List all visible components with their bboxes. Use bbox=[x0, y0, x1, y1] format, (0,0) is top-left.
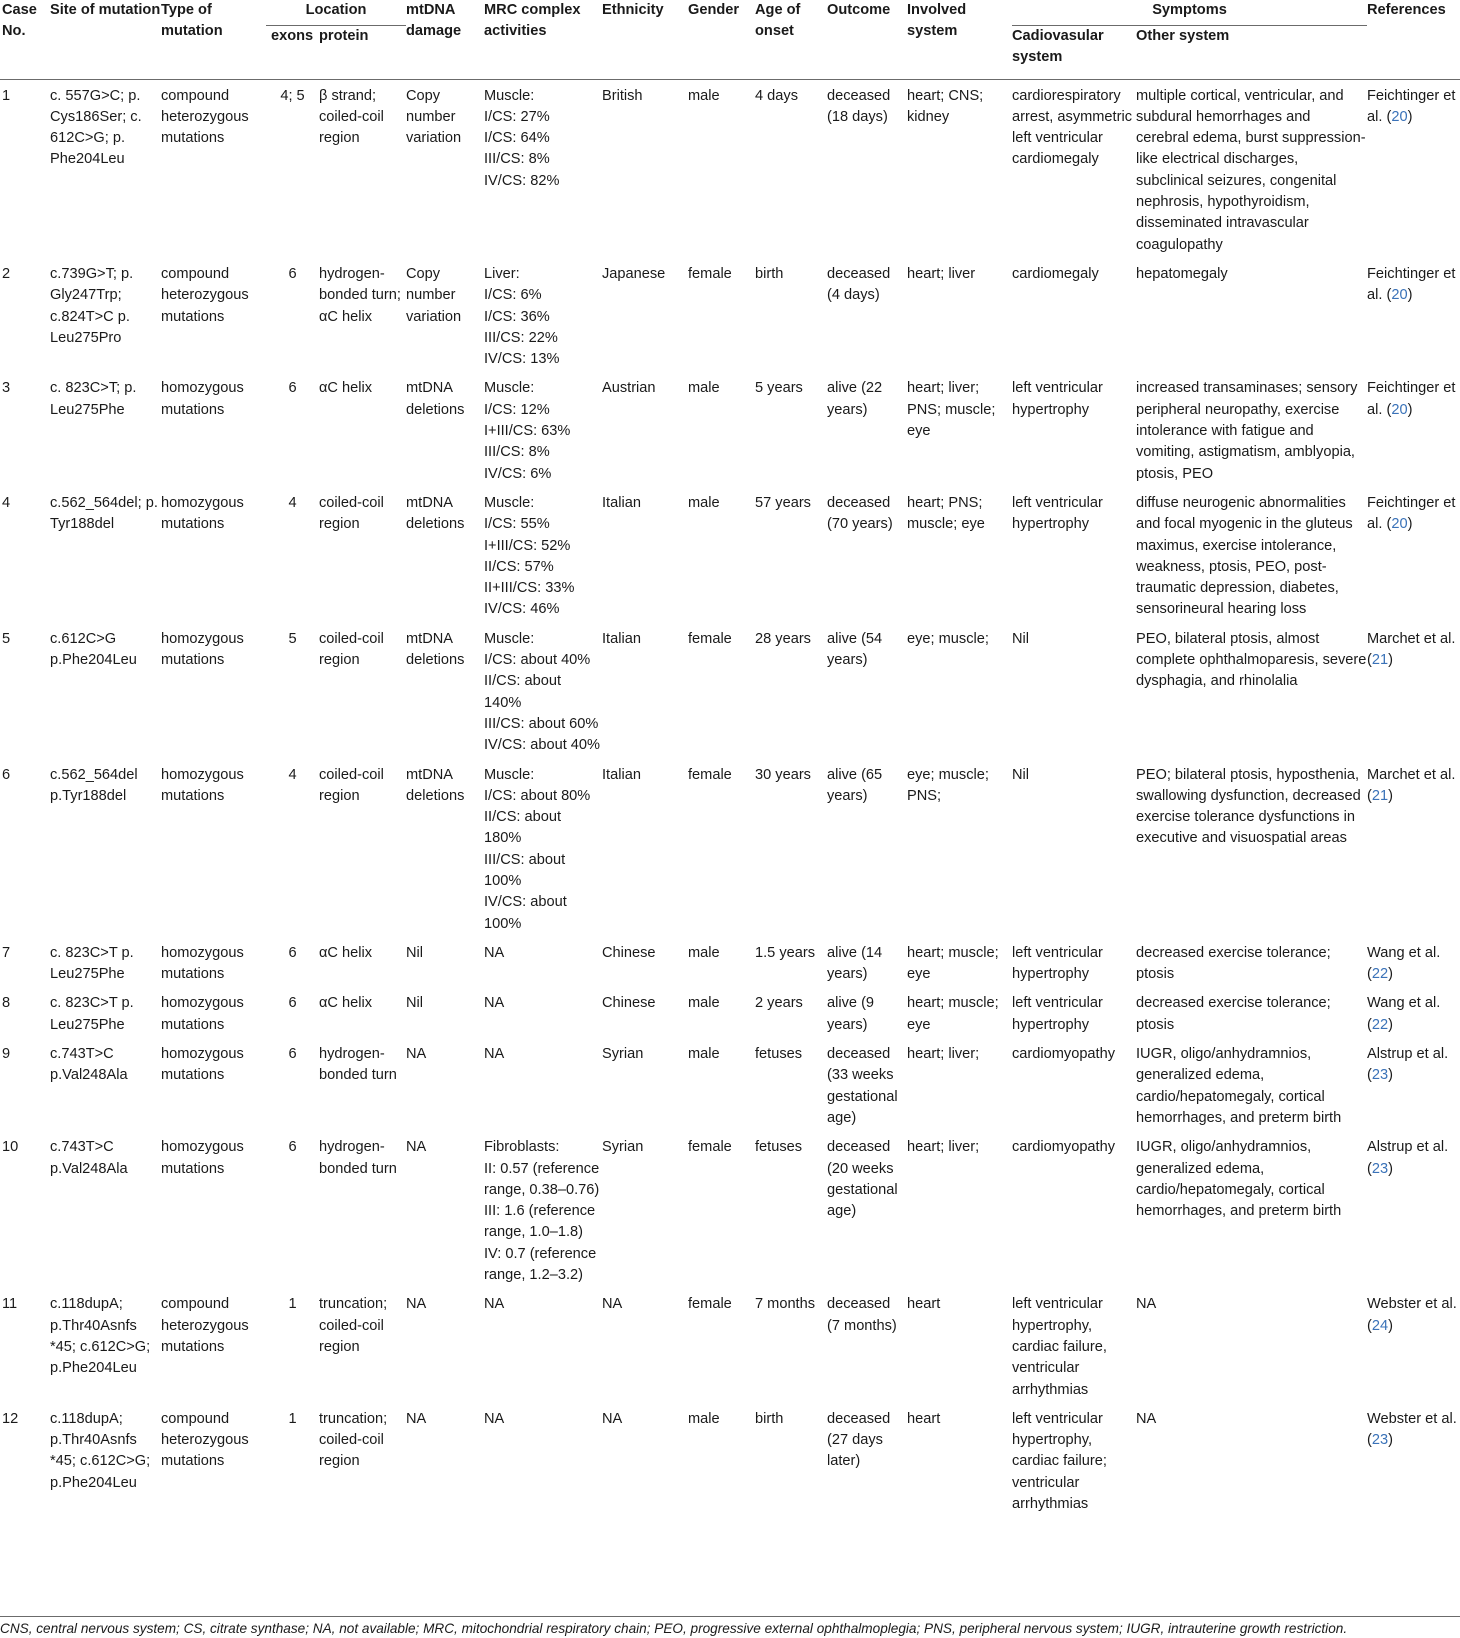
mrc-line: IV/CS: about 100% bbox=[484, 894, 567, 932]
exons-cell: 4; 5 bbox=[280, 87, 305, 104]
outcome-cell: deceased (70 years) bbox=[827, 494, 893, 533]
site-cell: c.743T>C p.Val248Ala bbox=[50, 1046, 128, 1084]
reference-cell bbox=[1367, 79, 1460, 258]
mrc-cell bbox=[484, 1403, 602, 1517]
exons-cell: 5 bbox=[288, 630, 297, 647]
mtdna-cell: NA bbox=[406, 1046, 427, 1063]
site-cell: c. 557G>C; p. Cys186Ser; c. 612C>G; p. Phe204Leu bbox=[50, 87, 142, 168]
exons-cell: 1 bbox=[288, 1410, 297, 1427]
ethnicity-cell: Italian bbox=[602, 766, 641, 783]
gender-cell: male bbox=[688, 944, 720, 961]
other-cell: diffuse neurogenic abnormalities and focal myogenic in the gluteus maximus, exercise intolerance, weakness, ptosis, PEO, post-traumatic depression, diabetes, sensorineural hearing loss bbox=[1136, 494, 1353, 618]
table-row bbox=[0, 1038, 1460, 1131]
outcome-cell: deceased (33 weeks gestational age) bbox=[827, 1046, 898, 1126]
reference-link[interactable]: 22 bbox=[1371, 1016, 1389, 1033]
header-location: Location bbox=[266, 0, 406, 26]
involved-cell: heart; liver bbox=[907, 265, 976, 282]
gender-cell: male bbox=[688, 380, 720, 397]
table-row bbox=[0, 1288, 1460, 1402]
reference-close: ) bbox=[1388, 1160, 1393, 1177]
case-cell: 1 bbox=[2, 87, 11, 104]
site-cell: c. 823C>T; p. Leu275Phe bbox=[50, 380, 137, 418]
reference-cell bbox=[1367, 1131, 1460, 1288]
mrc-line: II: 0.57 (reference range, 0.38–0.76) bbox=[484, 1160, 600, 1198]
other-cell: increased transaminases; sensory peripheral neuropathy, exercise intolerance with fatigue and vomiting, astigmatism, amblyopia, ptosis, PEO bbox=[1136, 380, 1358, 482]
exons-cell: 6 bbox=[288, 380, 297, 397]
mrc-line: I/CS: 12% bbox=[484, 401, 550, 418]
other-cell: hepatomegaly bbox=[1136, 265, 1228, 282]
case-cell: 5 bbox=[2, 630, 11, 647]
reference-close: ) bbox=[1407, 287, 1413, 304]
mrc-line: III/CS: 22% bbox=[484, 329, 558, 346]
case-cell: 6 bbox=[2, 766, 11, 783]
reference-link[interactable]: 21 bbox=[1371, 652, 1389, 669]
table-row bbox=[0, 487, 1460, 623]
gender-cell: male bbox=[688, 1046, 720, 1063]
reference-close: ) bbox=[1388, 1067, 1393, 1084]
exons-cell: 6 bbox=[288, 265, 297, 282]
mtdna-cell: mtDNA deletions bbox=[406, 630, 465, 669]
protein-cell: αC helix bbox=[319, 944, 373, 961]
type-cell: homozygous mutations bbox=[161, 995, 244, 1033]
protein-cell: coiled-coil region bbox=[319, 630, 384, 669]
table-row bbox=[0, 937, 1460, 988]
outcome-cell: alive (9 years) bbox=[827, 995, 875, 1033]
mrc-cell bbox=[484, 487, 602, 623]
ethnicity-cell: Syrian bbox=[602, 1139, 644, 1156]
mrc-line: NA bbox=[484, 995, 505, 1012]
table-row bbox=[0, 1403, 1460, 1517]
reference-close: ) bbox=[1388, 966, 1393, 983]
type-cell: homozygous mutations bbox=[161, 380, 244, 418]
age-cell: 2 years bbox=[755, 995, 803, 1012]
gender-cell: female bbox=[688, 1296, 732, 1313]
mrc-line: Muscle: bbox=[484, 494, 535, 511]
reference-cell bbox=[1367, 937, 1460, 988]
case-cell: 9 bbox=[2, 1046, 11, 1063]
site-cell: c.118dupA; p.Thr40Asnfs *45; c.612C>G; p.Phe204Leu bbox=[50, 1296, 151, 1377]
type-cell: homozygous mutations bbox=[161, 630, 244, 669]
mrc-line: IV: 0.7 (reference range, 1.2–3.2) bbox=[484, 1245, 597, 1284]
table-header bbox=[0, 0, 1460, 79]
ethnicity-cell: British bbox=[602, 87, 643, 104]
mtdna-cell: Nil bbox=[406, 995, 424, 1012]
case-cell: 11 bbox=[2, 1296, 18, 1313]
ethnicity-cell: Italian bbox=[602, 494, 641, 511]
exons-cell: 1 bbox=[288, 1296, 297, 1313]
protein-cell: hydrogen-bonded turn bbox=[319, 1046, 397, 1084]
reference-cell bbox=[1367, 1288, 1460, 1402]
reference-cell bbox=[1367, 1038, 1460, 1131]
cardio-cell: cardiorespiratory arrest, asymmetric left ventricular cardiomegaly bbox=[1012, 87, 1133, 168]
reference-authors: Wang et al. ( bbox=[1367, 995, 1441, 1033]
exons-cell: 4 bbox=[288, 766, 297, 783]
protein-cell: truncation; coiled-coil region bbox=[319, 1410, 388, 1470]
table-row bbox=[0, 759, 1460, 937]
mtdna-cell: NA bbox=[406, 1296, 427, 1313]
other-cell: PEO, bilateral ptosis, almost complete ophthalmoparesis, severe dysphagia, and rhinolalia bbox=[1136, 630, 1367, 690]
mtdna-cell: mtDNA deletions bbox=[406, 380, 465, 418]
mrc-cell bbox=[484, 623, 602, 759]
table-row bbox=[0, 1131, 1460, 1288]
reference-cell bbox=[1367, 623, 1460, 759]
reference-close: ) bbox=[1388, 1317, 1393, 1334]
table-row bbox=[0, 258, 1460, 372]
header-references: References bbox=[1367, 2, 1446, 18]
protein-cell: truncation; coiled-coil region bbox=[319, 1296, 388, 1355]
mrc-line: I/CS: 36% bbox=[484, 308, 550, 325]
case-cell: 3 bbox=[2, 380, 11, 397]
age-cell: 28 years bbox=[755, 630, 811, 647]
reference-authors: Feichtinger et al. ( bbox=[1367, 380, 1456, 418]
site-cell: c. 823C>T p. Leu275Phe bbox=[50, 995, 134, 1033]
header-involved: Involved system bbox=[907, 2, 967, 40]
mrc-line: II/CS: about 140% bbox=[484, 673, 562, 711]
outcome-cell: alive (65 years) bbox=[827, 766, 883, 804]
site-cell: c.612C>G p.Phe204Leu bbox=[50, 630, 137, 669]
type-cell: homozygous mutations bbox=[161, 1139, 244, 1177]
age-cell: fetuses bbox=[755, 1139, 803, 1156]
cardio-cell: cardiomegaly bbox=[1012, 265, 1099, 282]
other-cell: IUGR, oligo/anhydramnios, generalized edema, cardio/hepatomegaly, cortical hemorrhages, and preterm birth bbox=[1136, 1046, 1342, 1126]
mrc-line: II/CS: 57% bbox=[484, 558, 554, 575]
reference-link[interactable]: 20 bbox=[1391, 108, 1408, 125]
outcome-cell: alive (22 years) bbox=[827, 380, 883, 418]
mrc-line: Muscle: bbox=[484, 87, 535, 104]
mrc-line: III/CS: 8% bbox=[484, 151, 550, 168]
cardio-cell: left ventricular hypertrophy, cardiac failure; ventricular arrhythmias bbox=[1012, 1410, 1107, 1512]
site-cell: c.743T>C p.Val248Ala bbox=[50, 1139, 128, 1177]
header-gender: Gender bbox=[688, 2, 740, 18]
reference-close: ) bbox=[1388, 1016, 1393, 1033]
age-cell: birth bbox=[755, 1410, 784, 1427]
header-case: Case No. bbox=[2, 2, 37, 40]
cardio-cell: left ventricular hypertrophy, cardiac failure, ventricular arrhythmias bbox=[1012, 1296, 1107, 1398]
mrc-cell bbox=[484, 1038, 602, 1131]
protein-cell: coiled-coil region bbox=[319, 494, 384, 533]
reference-close: ) bbox=[1407, 516, 1413, 533]
involved-cell: heart; liver; PNS; muscle; eye bbox=[907, 380, 996, 440]
reference-authors: Feichtinger et al. ( bbox=[1367, 494, 1456, 533]
protein-cell: β strand; coiled-coil region bbox=[319, 87, 384, 147]
reference-close: ) bbox=[1388, 787, 1393, 804]
mrc-line: Muscle: bbox=[484, 766, 535, 783]
mrc-line: II/CS: about 180% bbox=[484, 809, 562, 847]
mrc-cell bbox=[484, 372, 602, 486]
reference-link[interactable]: 20 bbox=[1391, 401, 1408, 418]
type-cell: compound heterozygous mutations bbox=[161, 1296, 249, 1355]
reference-cell bbox=[1367, 759, 1460, 937]
outcome-cell: deceased (27 days later) bbox=[827, 1410, 891, 1470]
mrc-cell bbox=[484, 987, 602, 1038]
mtdna-cell: Copy number variation bbox=[406, 87, 462, 147]
reference-authors: Webster et al. ( bbox=[1367, 1296, 1457, 1334]
mrc-line: I+III/CS: 52% bbox=[484, 537, 571, 554]
header-mrc: MRC complex activities bbox=[484, 2, 581, 40]
involved-cell: heart bbox=[907, 1296, 941, 1313]
case-cell: 10 bbox=[2, 1139, 19, 1156]
mrc-line: IV/CS: 6% bbox=[484, 465, 552, 482]
reference-cell bbox=[1367, 487, 1460, 623]
outcome-cell: deceased (20 weeks gestational age) bbox=[827, 1139, 898, 1220]
protein-cell: αC helix bbox=[319, 995, 373, 1012]
mrc-line: III/CS: about 60% bbox=[484, 715, 599, 732]
protein-cell: hydrogen-bonded turn; αC helix bbox=[319, 265, 401, 325]
reference-authors: Webster et al. ( bbox=[1367, 1410, 1457, 1449]
reference-authors: Alstrup et al. ( bbox=[1367, 1139, 1449, 1177]
site-cell: c.739G>T; p. Gly247Trp; c.824T>C p. Leu275Pro bbox=[50, 265, 134, 346]
mrc-line: NA bbox=[484, 1296, 505, 1313]
mrc-line: IV/CS: 13% bbox=[484, 351, 560, 368]
header-cardio: Cadiovasular system bbox=[1012, 28, 1104, 66]
other-cell: NA bbox=[1136, 1410, 1157, 1427]
cardio-cell: left ventricular hypertrophy bbox=[1012, 995, 1103, 1033]
ethnicity-cell: Chinese bbox=[602, 944, 656, 961]
mrc-line: IV/CS: about 40% bbox=[484, 737, 601, 754]
involved-cell: heart bbox=[907, 1410, 941, 1427]
age-cell: 1.5 years bbox=[755, 944, 816, 961]
header-site: Site of mutation bbox=[50, 2, 161, 18]
cardio-cell: left ventricular hypertrophy bbox=[1012, 494, 1103, 533]
mrc-line: II+III/CS: 33% bbox=[484, 580, 575, 597]
mrc-line: III/CS: about 100% bbox=[484, 851, 566, 889]
header-age: Age of onset bbox=[755, 2, 801, 40]
protein-cell: αC helix bbox=[319, 380, 373, 397]
age-cell: 4 days bbox=[755, 87, 798, 104]
mtdna-cell: mtDNA deletions bbox=[406, 494, 465, 533]
reference-authors: Marchet et al. ( bbox=[1367, 766, 1456, 804]
type-cell: compound heterozygous mutations bbox=[161, 265, 249, 325]
table-body bbox=[0, 79, 1460, 1517]
other-cell: decreased exercise tolerance; ptosis bbox=[1136, 995, 1331, 1033]
gender-cell: female bbox=[688, 630, 732, 647]
table-row bbox=[0, 987, 1460, 1038]
case-cell: 2 bbox=[2, 265, 11, 282]
reference-link[interactable]: 20 bbox=[1391, 287, 1408, 304]
header-ethnicity: Ethnicity bbox=[602, 2, 664, 18]
mrc-line: Liver: bbox=[484, 265, 520, 282]
type-cell: homozygous mutations bbox=[161, 1046, 244, 1084]
header-outcome: Outcome bbox=[827, 2, 891, 18]
mrc-cell bbox=[484, 79, 602, 258]
header-symptoms: Symptoms bbox=[1012, 0, 1367, 26]
mrc-line: I+III/CS: 63% bbox=[484, 423, 571, 440]
mrc-line: NA bbox=[484, 944, 505, 961]
protein-cell: hydrogen-bonded turn bbox=[319, 1139, 397, 1177]
mrc-line: III: 1.6 (reference range, 1.0–1.8) bbox=[484, 1203, 596, 1241]
exons-cell: 4 bbox=[288, 494, 297, 511]
mrc-cell bbox=[484, 1131, 602, 1288]
mrc-line: III/CS: 8% bbox=[484, 444, 550, 461]
other-cell: decreased exercise tolerance; ptosis bbox=[1136, 944, 1331, 983]
case-cell: 4 bbox=[2, 494, 11, 511]
type-cell: homozygous mutations bbox=[161, 494, 244, 533]
mtdna-cell: mtDNA deletions bbox=[406, 766, 465, 804]
involved-cell: eye; muscle; PNS; bbox=[907, 766, 989, 804]
other-cell: NA bbox=[1136, 1296, 1157, 1313]
mrc-line: IV/CS: 82% bbox=[484, 172, 560, 189]
age-cell: 30 years bbox=[755, 766, 811, 783]
involved-cell: heart; muscle; eye bbox=[907, 995, 999, 1033]
mrc-line: Muscle: bbox=[484, 630, 535, 647]
mrc-line: Fibroblasts: bbox=[484, 1139, 560, 1156]
mrc-line: Muscle: bbox=[484, 380, 535, 397]
outcome-cell: deceased (18 days) bbox=[827, 87, 891, 125]
reference-link[interactable]: 22 bbox=[1371, 966, 1389, 983]
involved-cell: heart; CNS; kidney bbox=[907, 87, 984, 125]
reference-authors: Feichtinger et al. ( bbox=[1367, 265, 1456, 304]
header-protein: protein bbox=[319, 28, 369, 44]
case-cell: 8 bbox=[2, 995, 11, 1012]
cardio-cell: left ventricular hypertrophy bbox=[1012, 944, 1103, 983]
table-row bbox=[0, 623, 1460, 759]
ethnicity-cell: Syrian bbox=[602, 1046, 644, 1063]
reference-cell bbox=[1367, 987, 1460, 1038]
site-cell: c.562_564del p.Tyr188del bbox=[50, 766, 138, 804]
ethnicity-cell: Italian bbox=[602, 630, 641, 647]
ethnicity-cell: NA bbox=[602, 1410, 623, 1427]
mrc-line: I/CS: 6% bbox=[484, 287, 542, 304]
reference-close: ) bbox=[1388, 1432, 1393, 1449]
reference-authors: Wang et al. ( bbox=[1367, 944, 1441, 983]
type-cell: compound heterozygous mutations bbox=[161, 1410, 249, 1470]
reference-link[interactable]: 23 bbox=[1371, 1160, 1389, 1177]
mrc-line: NA bbox=[484, 1046, 505, 1063]
gender-cell: female bbox=[688, 265, 732, 282]
site-cell: c.118dupA; p.Thr40Asnfs *45; c.612C>G; p.Phe204Leu bbox=[50, 1410, 151, 1491]
ethnicity-cell: Chinese bbox=[602, 995, 656, 1012]
table-row bbox=[0, 372, 1460, 486]
site-cell: c. 823C>T p. Leu275Phe bbox=[50, 944, 134, 983]
mtdna-cell: NA bbox=[406, 1410, 427, 1427]
outcome-cell: deceased (4 days) bbox=[827, 265, 891, 304]
reference-cell bbox=[1367, 258, 1460, 372]
age-cell: 5 years bbox=[755, 380, 803, 397]
other-cell: PEO; bilateral ptosis, hyposthenia, swallowing dysfunction, decreased exercise tolerance dysfunctions in executive and visuospatial areas bbox=[1136, 766, 1361, 847]
mrc-cell bbox=[484, 1288, 602, 1402]
outcome-cell: alive (14 years) bbox=[827, 944, 883, 983]
gender-cell: female bbox=[688, 1139, 732, 1156]
outcome-cell: alive (54 years) bbox=[827, 630, 883, 669]
reference-close: ) bbox=[1388, 652, 1393, 669]
mrc-cell bbox=[484, 937, 602, 988]
cardio-cell: cardiomyopathy bbox=[1012, 1139, 1116, 1156]
ethnicity-cell: Austrian bbox=[602, 380, 656, 397]
involved-cell: eye; muscle; bbox=[907, 630, 989, 647]
other-cell: IUGR, oligo/anhydramnios, generalized edema, cardio/hepatomegaly, cortical hemorrhages, and preterm birth bbox=[1136, 1139, 1342, 1220]
mtdna-cell: Nil bbox=[406, 944, 424, 961]
gender-cell: male bbox=[688, 995, 720, 1012]
mrc-line: I/CS: 64% bbox=[484, 130, 550, 147]
mrc-line: I/CS: about 80% bbox=[484, 787, 591, 804]
protein-cell: coiled-coil region bbox=[319, 766, 384, 804]
mtdna-cell: NA bbox=[406, 1139, 427, 1156]
type-cell: homozygous mutations bbox=[161, 766, 244, 804]
involved-cell: heart; PNS; muscle; eye bbox=[907, 494, 985, 533]
reference-link[interactable]: 23 bbox=[1371, 1067, 1389, 1084]
involved-cell: heart; muscle; eye bbox=[907, 944, 999, 983]
exons-cell: 6 bbox=[288, 1139, 297, 1156]
gender-cell: male bbox=[688, 1410, 720, 1427]
cardio-cell: cardiomyopathy bbox=[1012, 1046, 1116, 1063]
cardio-cell: Nil bbox=[1012, 766, 1030, 783]
table-footnote: CNS, central nervous system; CS, citrate synthase; NA, not available; MRC, mitochondrial respiratory chain; PEO, progressive external ophthalmoplegia; PNS, peripheral nervous system; IUGR, intrauterine growth restriction. bbox=[0, 1616, 1460, 1638]
header-exons: exons bbox=[271, 28, 314, 44]
reference-cell bbox=[1367, 1403, 1460, 1517]
reference-link[interactable]: 20 bbox=[1391, 516, 1408, 533]
exons-cell: 6 bbox=[288, 944, 297, 961]
reference-link[interactable]: 21 bbox=[1371, 787, 1389, 804]
other-cell: multiple cortical, ventricular, and subdural hemorrhages and cerebral edema, burst suppression-like electrical discharges, subclinical seizures, congenital nephrosis, hypothyroidism, disseminated intravascular coagulopathy bbox=[1136, 87, 1366, 253]
header-type: Type of mutation bbox=[161, 2, 223, 40]
mrc-line: NA bbox=[484, 1410, 505, 1427]
exons-cell: 6 bbox=[288, 995, 297, 1012]
type-cell: homozygous mutations bbox=[161, 944, 244, 983]
reference-close: ) bbox=[1407, 401, 1413, 418]
cardio-cell: Nil bbox=[1012, 630, 1030, 647]
reference-close: ) bbox=[1407, 108, 1413, 125]
mrc-line: IV/CS: 46% bbox=[484, 601, 560, 618]
site-cell: c.562_564del; p. Tyr188del bbox=[50, 494, 158, 533]
header-other: Other system bbox=[1136, 28, 1230, 44]
gender-cell: male bbox=[688, 87, 720, 104]
reference-authors: Feichtinger et al. ( bbox=[1367, 87, 1456, 125]
header-mtdna: mtDNA damage bbox=[406, 2, 462, 40]
reference-cell bbox=[1367, 372, 1460, 486]
outcome-cell: deceased (7 months) bbox=[827, 1296, 897, 1334]
ethnicity-cell: Japanese bbox=[602, 265, 666, 282]
ethnicity-cell: NA bbox=[602, 1296, 623, 1313]
involved-cell: heart; liver; bbox=[907, 1046, 980, 1063]
age-cell: birth bbox=[755, 265, 784, 282]
mrc-line: I/CS: about 40% bbox=[484, 652, 591, 669]
case-cell: 12 bbox=[2, 1410, 19, 1427]
cardio-cell: left ventricular hypertrophy bbox=[1012, 380, 1103, 418]
involved-cell: heart; liver; bbox=[907, 1139, 980, 1156]
mtdna-cell: Copy number variation bbox=[406, 265, 462, 325]
mrc-cell bbox=[484, 759, 602, 937]
type-cell: compound heterozygous mutations bbox=[161, 87, 249, 147]
reference-authors: Marchet et al. ( bbox=[1367, 630, 1456, 669]
mrc-line: I/CS: 55% bbox=[484, 516, 550, 533]
case-cell: 7 bbox=[2, 944, 11, 961]
exons-cell: 6 bbox=[288, 1046, 297, 1063]
gender-cell: female bbox=[688, 766, 732, 783]
reference-link[interactable]: 24 bbox=[1371, 1317, 1389, 1334]
reference-authors: Alstrup et al. ( bbox=[1367, 1046, 1449, 1084]
table-row bbox=[0, 79, 1460, 258]
gender-cell: male bbox=[688, 494, 720, 511]
mrc-line: I/CS: 27% bbox=[484, 108, 550, 125]
mrc-cell bbox=[484, 258, 602, 372]
age-cell: fetuses bbox=[755, 1046, 803, 1063]
reference-link[interactable]: 23 bbox=[1371, 1432, 1389, 1449]
age-cell: 7 months bbox=[755, 1296, 816, 1313]
age-cell: 57 years bbox=[755, 494, 811, 511]
